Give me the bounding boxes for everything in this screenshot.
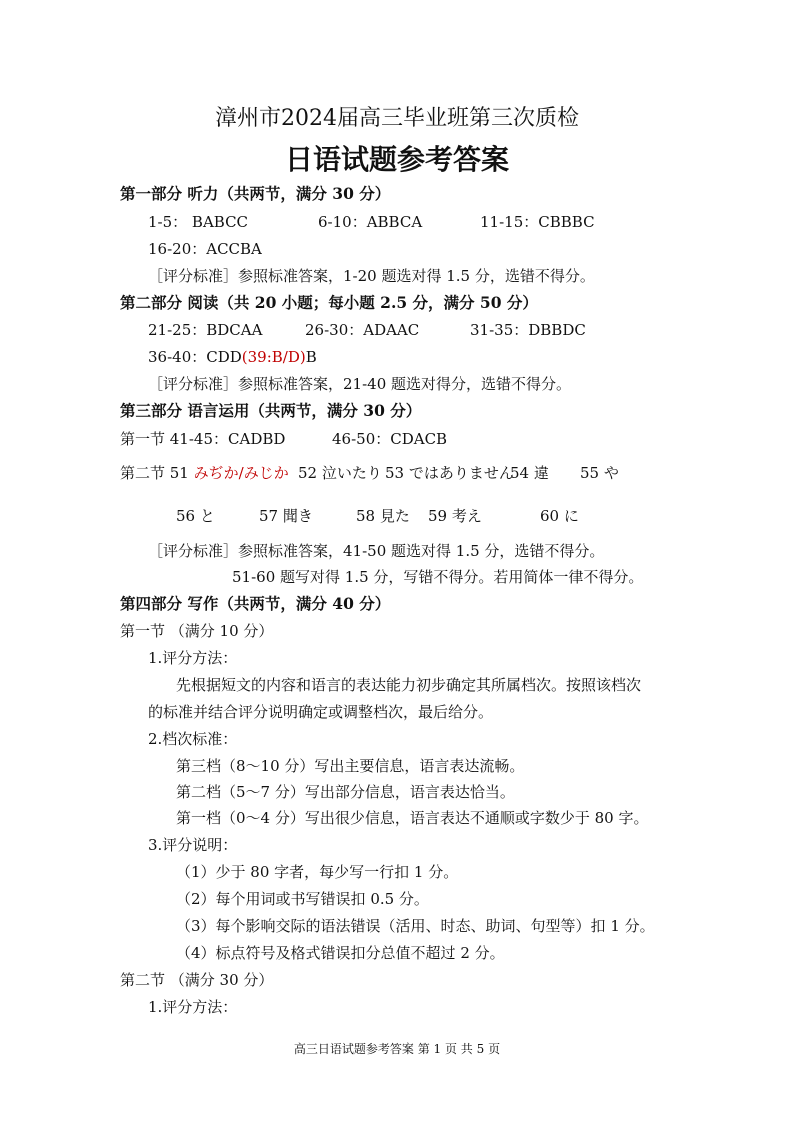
document-subtitle: 日语试题参考答案 <box>284 143 509 176</box>
answer-52: 52 泣いたり <box>298 464 382 482</box>
answer-53: 53 ではありません <box>385 464 514 482</box>
scoring-method-heading: 1.评分方法： <box>148 649 238 667</box>
answer-40: B <box>305 348 317 366</box>
section2-scoring-method-heading: 1.评分方法： <box>148 998 238 1016</box>
answer-39-note: (39:B/D) <box>241 348 306 366</box>
grade-3: 第三档（8～10 分）写出主要信息，语言表达流畅。 <box>176 757 525 775</box>
section1-answers-41-45: 第一节 41-45：CADBD <box>120 430 286 448</box>
grade-2: 第二档（5～7 分）写出部分信息，语言表达恰当。 <box>176 783 515 801</box>
section2-label-51: 第二节 51 <box>120 464 189 482</box>
answer-56: 56 と <box>176 507 215 525</box>
answer-51: みぢか/みじか <box>193 464 289 482</box>
answer-60: 60 に <box>540 507 579 525</box>
grade-standard-heading: 2.档次标准： <box>148 730 238 748</box>
scoring-notes-heading: 3.评分说明： <box>148 836 238 854</box>
answer-59: 59 考え <box>428 507 482 525</box>
scoring-note-2: （2）每个用词或书写错误扣 0.5 分。 <box>176 890 429 908</box>
answer-54: 54 違 <box>510 464 549 482</box>
answer-16-20: 16-20：ACCBA <box>148 240 262 258</box>
scoring-note-4: （4）标点符号及格式错误扣分总值不超过 2 分。 <box>176 944 505 962</box>
part3-criteria-2: 51-60 题写对得 1.5 分，写错不得分。若用简体一律不得分。 <box>232 568 644 586</box>
section2-line1 <box>120 463 289 483</box>
grade-1: 第一档（0～4 分）写出很少信息，语言表达不通顺或字数少于 80 字。 <box>176 809 649 827</box>
part4-section2: 第二节 （满分 30 分） <box>120 971 274 989</box>
answer-55: 55 や <box>580 464 619 482</box>
part1-criteria: ［评分标准］参照标准答案，1-20 题选对得 1.5 分，选错不得分。 <box>148 267 595 285</box>
answer-31-35: 31-35：DBBDC <box>470 321 586 339</box>
part4-section1: 第一节 （满分 10 分） <box>120 622 274 640</box>
answer-36-40 <box>148 347 317 367</box>
section1-answers-46-50: 46-50：CDACB <box>332 430 448 448</box>
part3-heading: 第三部分 语言运用（共两节，满分 30 分） <box>120 401 422 420</box>
answer-26-30: 26-30：ADAAC <box>305 321 420 339</box>
answer-58: 58 見た <box>356 507 410 525</box>
answer-1-5: 1-5： BABCC <box>148 213 249 231</box>
document-title: 漳州市2024届高三毕业班第三次质检 <box>215 106 579 131</box>
scoring-method-text-1: 先根据短文的内容和语言的表达能力初步确定其所属档次。按照该档次 <box>176 676 642 694</box>
scoring-note-3: （3）每个影响交际的语法错误（活用、时态、助词、句型等）扣 1 分。 <box>176 917 655 935</box>
part3-criteria-1: ［评分标准］参照标准答案，41-50 题选对得 1.5 分，选错不得分。 <box>148 542 605 560</box>
answer-21-25: 21-25：BDCAA <box>148 321 263 339</box>
scoring-method-text-2: 的标准并结合评分说明确定或调整档次，最后给分。 <box>148 703 494 721</box>
answer-57: 57 聞き <box>259 507 313 525</box>
part4-heading: 第四部分 写作（共两节，满分 40 分） <box>120 594 391 613</box>
part2-criteria: ［评分标准］参照标准答案，21-40 题选对得分，选错不得分。 <box>148 375 572 393</box>
scoring-note-1: （1）少于 80 字者，每少写一行扣 1 分。 <box>176 863 459 881</box>
answer-36-40-main: 36-40：CDD <box>148 348 242 366</box>
answer-11-15: 11-15：CBBBC <box>480 213 595 231</box>
part1-heading: 第一部分 听力（共两节，满分 30 分） <box>120 184 391 203</box>
part2-heading: 第二部分 阅读（共 20 小题；每小题 2.5 分，满分 50 分） <box>120 293 538 312</box>
page-footer: 高三日语试题参考答案 第 1 页 共 5 页 <box>293 1042 501 1056</box>
answer-6-10: 6-10：ABBCA <box>318 213 423 231</box>
